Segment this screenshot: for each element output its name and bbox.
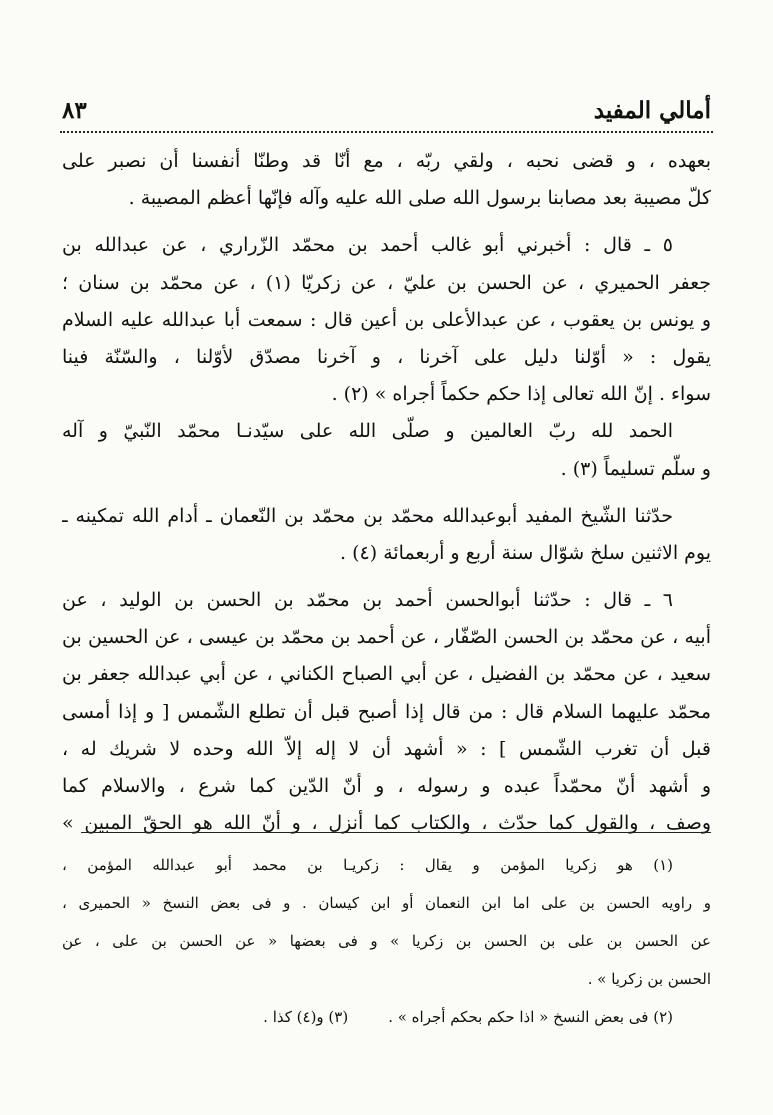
text-line: محمّد عليهما السلام قال : من قال إذا أصبح قبل أن تطلع الشّمس [ و إذا أمسى [62,700,711,723]
footnote-2: (٢) فى بعض النسخ « اذا حكم بحكم أجراه » . [388,1008,673,1026]
book-title: أمالي المفيد [593,97,711,124]
page-number: ٨٣ [62,97,87,124]
text-line: يقول : « أوّلنا دليل على آخرنا ، و آخرنا مصدّق لأوّلنا ، والسّنّة فينا [62,345,711,368]
text-line: و سلّم تسليماً (٣) . [560,457,711,480]
footnote-line: (١) هو زكريا المؤمن و يقال : زكريـا بن محمد أبو عبدالله المؤمن ، [62,856,673,874]
paragraph-gap [62,217,711,227]
paragraph-gap [62,572,711,582]
text-line: ٥ ـ قال : أخبرني أبو غالب أحمد بن محمّد الزّراري ، عن عبدالله بن [62,234,673,257]
text-line: و أشهد أنّ محمّداً عبده و رسوله ، و أنّ الدّين كما شرع ، والاسلام كما [62,775,711,797]
text-line: أبيه ، عن محمّد بن الحسن الصّفّار ، عن أحمد بن محمّد بن عيسى ، عن الحسين بن [62,626,711,649]
footnote-line: الحسن بن زكريا » . [587,970,711,988]
text-line: حدّثنا الشّيخ المفيد أبوعبدالله محمّد بن محمّد بن النّعمان ـ أدام الله تمكينه ـ [62,504,673,527]
text-line: سواء . إنّ الله تعالى إذا حكم حكماً أجراه » (٢) . [331,383,711,406]
text-line: الحمد لله ربّ العالمين و صلّى الله على سيّدنـا محمّد النّبيّ و آله [62,420,673,443]
header-divider [60,131,713,133]
text-line: قبل أن تغرب الشّمس ] : « أشهد أن لا إله إلاّ الله وحده لا شريك له ، [62,737,711,760]
main-text [62,143,711,842]
text-line: و يونس بن يعقوب ، عن عبدالأعلى بن أعين قال : سمعت أبا عبدالله عليه السلام [62,308,711,331]
footnote-tail-line [62,998,711,1036]
text-line: كلّ مصيبة بعد مصابنا برسول الله صلى الله عليه وآله فإنّها أعظم المصيبة . [128,187,711,210]
footnote-line: و راويه الحسن بن على اما ابن النعمان أو ابن كيسان . و فى بعض النسخ « الحميرى ، [62,894,711,912]
footnote-rule [81,832,711,833]
footnote-line: عن الحسن بن على بن الحسن بن زكريا » و فى بعضها « عن الحسن بن على ، عن [62,932,711,950]
text-line: ٦ ـ قال : حدّثنا أبوالحسن أحمد بن محمّد بن الحسن بن الوليد ، عن [62,589,673,612]
footnote-3-4: (٣) و(٤) كذا . [263,1008,349,1026]
text-line: وصف ، والقول كما حدّث ، والكتاب كما أنزل ، و أنّ الله هو الحقّ المبين » [62,812,711,835]
text-line: يوم الاثنين سلخ شوّال سنة أربع و أربعمائة (٤) . [340,541,711,564]
text-line: سعيد ، عن محمّد بن الفضيل ، عن أبي الصباح الكناني ، عن أبي عبدالله جعفر بن [62,663,711,686]
running-header [62,92,711,124]
footnotes [62,846,711,1036]
paragraph-gap [62,488,711,498]
text-line: بعهده ، و قضى نحبه ، ولقي ربّه ، مع أنّا قد وطنّا أنفسنا أن نصبر على [62,150,711,172]
text-line: جعفر الحميري ، عن الحسن بن عليّ ، عن زكريّا (١) ، عن محمّد بن سنان ؛ [62,271,711,294]
